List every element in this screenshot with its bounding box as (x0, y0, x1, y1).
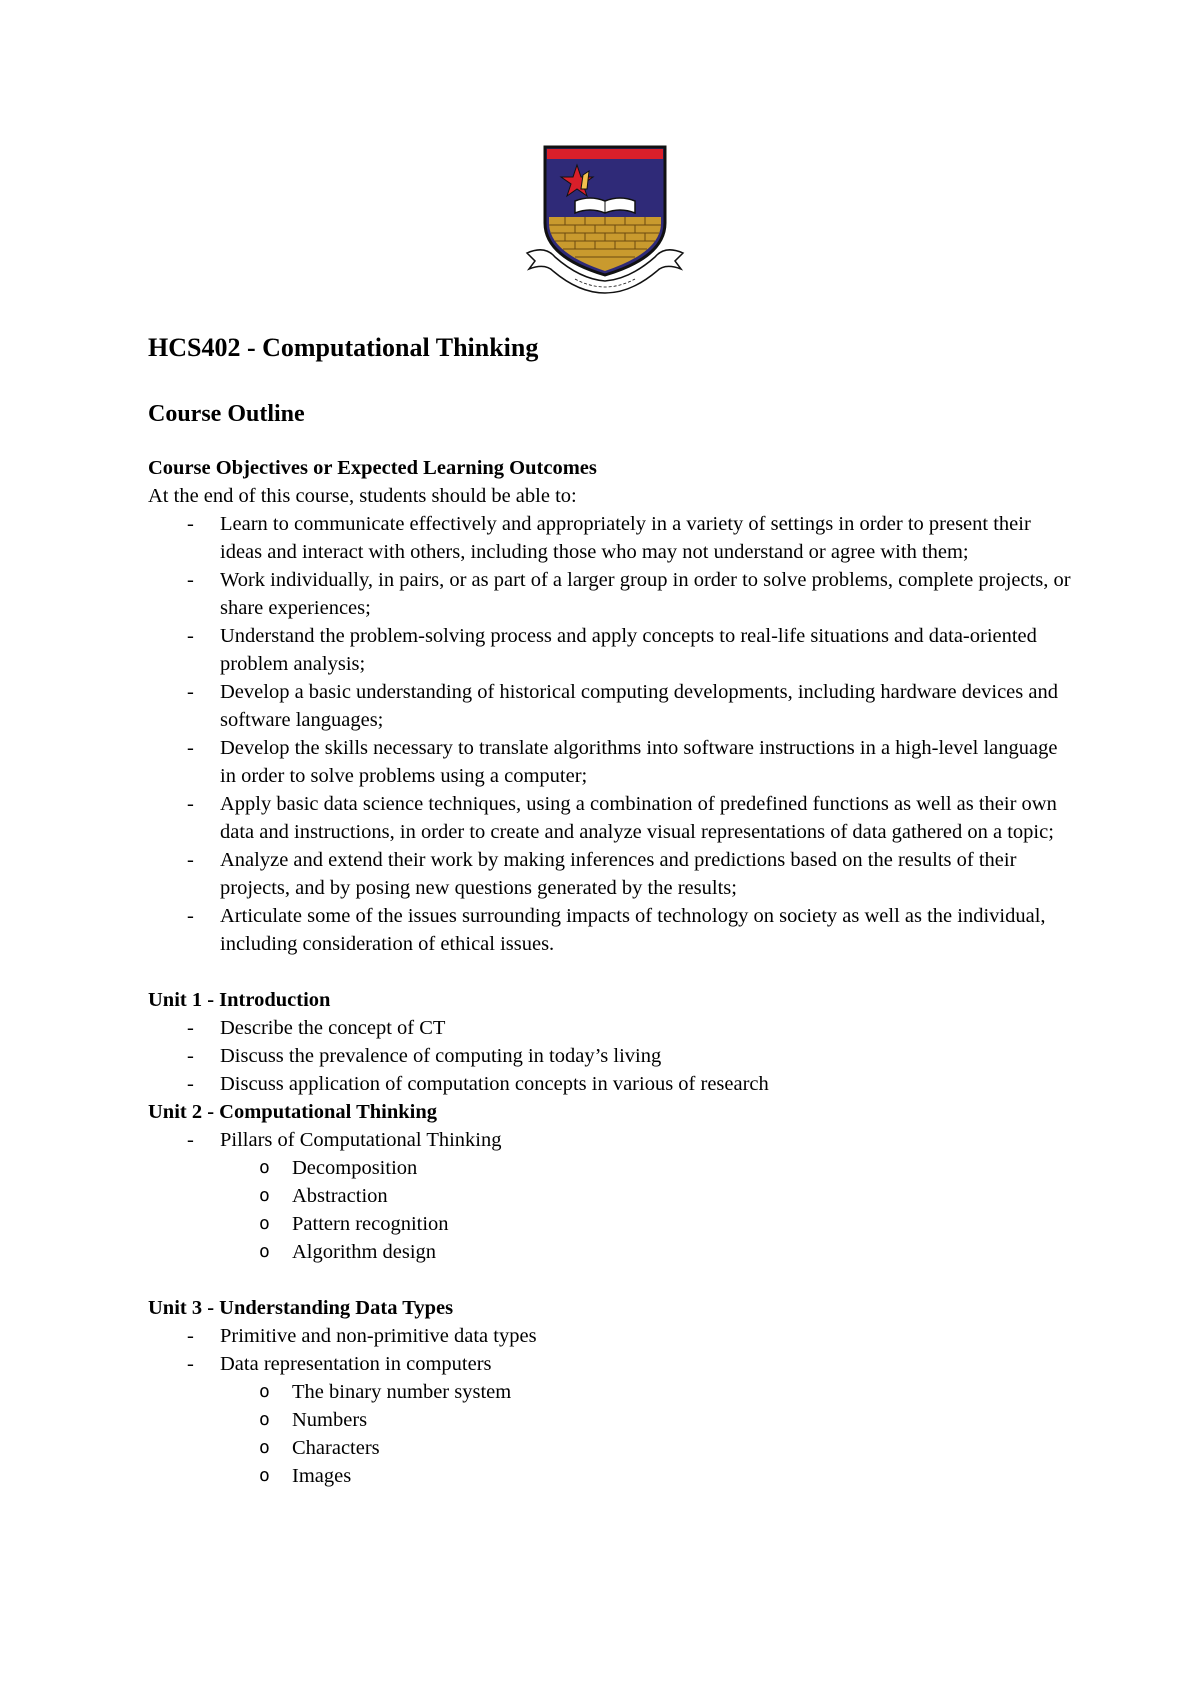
circle-bullet: o (259, 1157, 270, 1178)
sub-list-item (148, 1154, 1078, 1182)
circle-bullet: o (259, 1381, 270, 1402)
objectives-list (148, 510, 1078, 958)
objectives-heading: Course Objectives or Expected Learning Outcomes (148, 457, 597, 479)
list-item-text: Develop the skills necessary to translate algorithms into software instructions in a high-level language in order to solve problems using a computer; (220, 737, 1058, 787)
dash-bullet: - (187, 1325, 194, 1347)
dash-bullet: - (187, 793, 194, 815)
sub-list-item (148, 1406, 1078, 1434)
list-item-text: Discuss the prevalence of computing in today’s living (220, 1045, 662, 1067)
list-item (148, 734, 1078, 790)
dash-bullet: - (187, 1353, 194, 1375)
list-item-text: Discuss application of computation concepts in various of research (220, 1073, 769, 1095)
list-item (148, 678, 1078, 734)
sub-list-item (148, 1210, 1078, 1238)
sub-list-item (148, 1434, 1078, 1462)
section-title: Course Outline (148, 401, 305, 427)
sub-list-item-text: Images (292, 1465, 352, 1487)
dash-bullet: - (187, 625, 194, 647)
unit-1-list (148, 1014, 1078, 1098)
circle-bullet: o (259, 1241, 270, 1262)
list-item (148, 622, 1078, 678)
circle-bullet: o (259, 1213, 270, 1234)
crest-icon (525, 145, 685, 295)
dash-bullet: - (187, 849, 194, 871)
list-item-text: Primitive and non-primitive data types (220, 1325, 537, 1347)
dash-bullet: - (187, 1017, 194, 1039)
objectives-intro: At the end of this course, students should be able to: (148, 485, 577, 507)
list-item-text: Describe the concept of CT (220, 1017, 446, 1039)
list-item-text: Learn to communicate effectively and appropriately in a variety of settings in order to present their ideas and interact with others, including those who may not understand or agree with them; (220, 513, 1031, 563)
document-body (148, 328, 1078, 1490)
unit-2-heading: Unit 2 - Computational Thinking (148, 1101, 437, 1123)
list-item-text: Work individually, in pairs, or as part of a larger group in order to solve problems, complete projects, or share experiences; (220, 569, 1071, 619)
list-item (148, 510, 1078, 566)
unit-3-heading: Unit 3 - Understanding Data Types (148, 1297, 454, 1319)
list-item (148, 1070, 1078, 1098)
unit-2-list (148, 1126, 1078, 1154)
circle-bullet: o (259, 1409, 270, 1430)
dash-bullet: - (187, 905, 194, 927)
list-item (148, 566, 1078, 622)
list-item-text: Articulate some of the issues surrounding impacts of technology on society as well as the individual, including consideration of ethical issues. (220, 905, 1046, 955)
sub-list-item (148, 1238, 1078, 1266)
list-item-text: Apply basic data science techniques, using a combination of predefined functions as well as their own data and instructions, in order to create and analyze visual representations of data gathered on a topic; (220, 793, 1057, 843)
list-item (148, 846, 1078, 902)
sub-list-item-text: Numbers (292, 1409, 368, 1431)
sub-list-item-text: Characters (292, 1437, 380, 1459)
list-item (148, 1042, 1078, 1070)
circle-bullet: o (259, 1185, 270, 1206)
unit-3-sublist (148, 1378, 1078, 1490)
list-item (148, 1126, 1078, 1154)
dash-bullet: - (187, 569, 194, 591)
list-item (148, 902, 1078, 958)
list-item (148, 790, 1078, 846)
list-item-text: Pillars of Computational Thinking (220, 1129, 502, 1151)
sub-list-item-text: The binary number system (292, 1381, 512, 1403)
list-item-text: Data representation in computers (220, 1353, 492, 1375)
unit-1-heading: Unit 1 - Introduction (148, 989, 331, 1011)
list-item-text: Understand the problem-solving process and apply concepts to real-life situations and data-oriented problem analysis; (220, 625, 1037, 675)
dash-bullet: - (187, 737, 194, 759)
sub-list-item (148, 1182, 1078, 1210)
sub-list-item (148, 1378, 1078, 1406)
sub-list-item-text: Pattern recognition (292, 1213, 449, 1235)
university-crest (525, 145, 685, 295)
page-title: HCS402 - Computational Thinking (148, 333, 539, 362)
dash-bullet: - (187, 1073, 194, 1095)
sub-list-item-text: Algorithm design (292, 1241, 437, 1263)
dash-bullet: - (187, 681, 194, 703)
circle-bullet: o (259, 1465, 270, 1486)
list-item (148, 1322, 1078, 1350)
sub-list-item (148, 1462, 1078, 1490)
unit-3-list (148, 1322, 1078, 1378)
dash-bullet: - (187, 1045, 194, 1067)
dash-bullet: - (187, 1129, 194, 1151)
list-item (148, 1014, 1078, 1042)
sub-list-item-text: Decomposition (292, 1157, 418, 1179)
unit-2-sublist (148, 1154, 1078, 1266)
list-item-text: Develop a basic understanding of historical computing developments, including hardware devices and software languages; (220, 681, 1058, 731)
sub-list-item-text: Abstraction (292, 1185, 388, 1207)
list-item-text: Analyze and extend their work by making inferences and predictions based on the results of their projects, and by posing new questions generated by the results; (220, 849, 1017, 899)
dash-bullet: - (187, 513, 194, 535)
circle-bullet: o (259, 1437, 270, 1458)
list-item (148, 1350, 1078, 1378)
